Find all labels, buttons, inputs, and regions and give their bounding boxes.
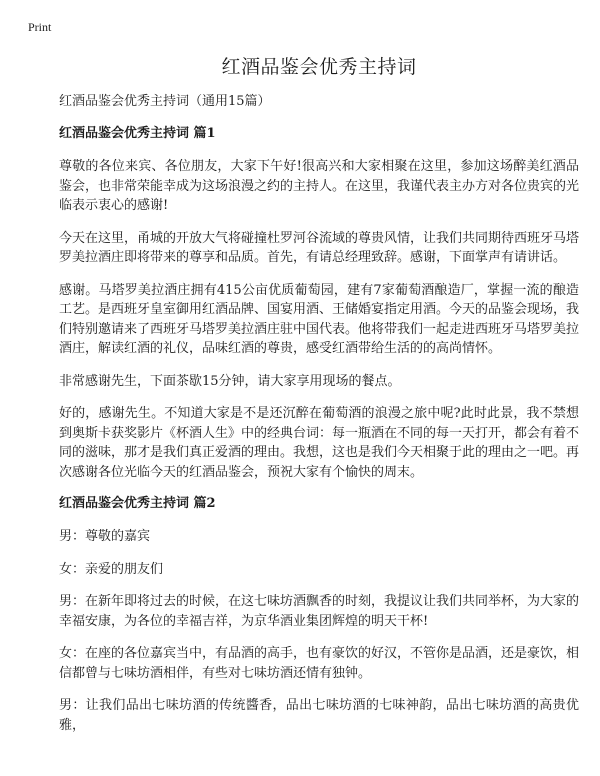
paragraph: 好的，感谢先生。不知道大家是不是还沉醉在葡萄酒的浪漫之旅中呢?此时此景，我不禁想到奥斯卡获奖影片《杯酒人生》中的经典台词：每一瓶酒在不同的每一天打开，都会有着不同的滋味，那才是我们真正爱酒的理由。我想，这也是我们今天相聚于此的理由之一吧。再次感谢各位光临今天的红酒品鉴会，预祝大家有个愉快的周末。: [59, 406, 580, 480]
section-heading: 红酒品鉴会优秀主持词 篇2: [59, 496, 216, 511]
print-link[interactable]: Print: [28, 20, 52, 34]
document-content: [59, 54, 579, 748]
paragraph: 今天在这里，甬城的开放大气将碰撞杜罗河谷流域的尊贵风情，让我们共同期待西班牙马塔罗美拉酒庄即将带来的尊享和品质。首先，有请总经理致辞。感谢，下面掌声有请讲话。: [59, 230, 580, 265]
paragraph: 尊敬的各位来宾、各位朋友，大家下午好!很高兴和大家相聚在这里，参加这场醉美红酒品鉴会，也非常荣能幸成为这场浪漫之约的主持人。在这里，我谨代表主办方对各位贵宾的光临表示衷心的感谢!: [59, 159, 580, 213]
page-subtitle: 红酒品鉴会优秀主持词（通用15篇）: [59, 94, 271, 109]
section-1: [59, 125, 579, 482]
paragraph: 男：让我们品出七味坊酒的传统醬香，品出七味坊酒的七味神韵，品出七味坊酒的高贵优雅，: [59, 698, 579, 733]
paragraph: 女：在座的各位嘉宾当中，有品酒的高手，也有豪饮的好汉，不管你是品酒，还是豪饮，相信都曾与七味坊酒相伴，有些对七味坊酒还情有独钟。: [59, 646, 580, 681]
paragraph: 男：尊敬的嘉宾: [59, 529, 151, 544]
paragraph: 感谢。马塔罗美拉酒庄拥有415公亩优质葡萄园，建有7家葡萄酒酿造厂，掌握一流的酿造工艺。是西班牙皇室御用红酒品牌、国宴用酒、王储婚宴指定用酒。今天的品鉴会现场，我们特别邀请来了西班牙马塔罗美拉酒庄驻中国代表。他将带我们一起走进西班牙马塔罗美拉酒庄，解读红酒的礼仪，品味红酒的尊贵，感受红酒带给生活的的高尚情怀。: [59, 282, 580, 356]
paragraph: 非常感谢先生，下面茶歇15分钟，请大家享用现场的餐点。: [59, 373, 401, 389]
page-title: 红酒品鉴会优秀主持词: [221, 56, 417, 78]
section-heading: 红酒品鉴会优秀主持词 篇1: [59, 126, 216, 141]
paragraph: 男：在新年即将过去的时候，在这七味坊酒飘香的时刻，我提议让我们共同举杯，为大家的幸福安康，为各位的幸福吉祥，为京华酒业集团辉煌的明天干杯!: [59, 594, 580, 629]
paragraph: 女：亲爱的朋友们: [59, 561, 164, 577]
section-2: [59, 495, 579, 735]
